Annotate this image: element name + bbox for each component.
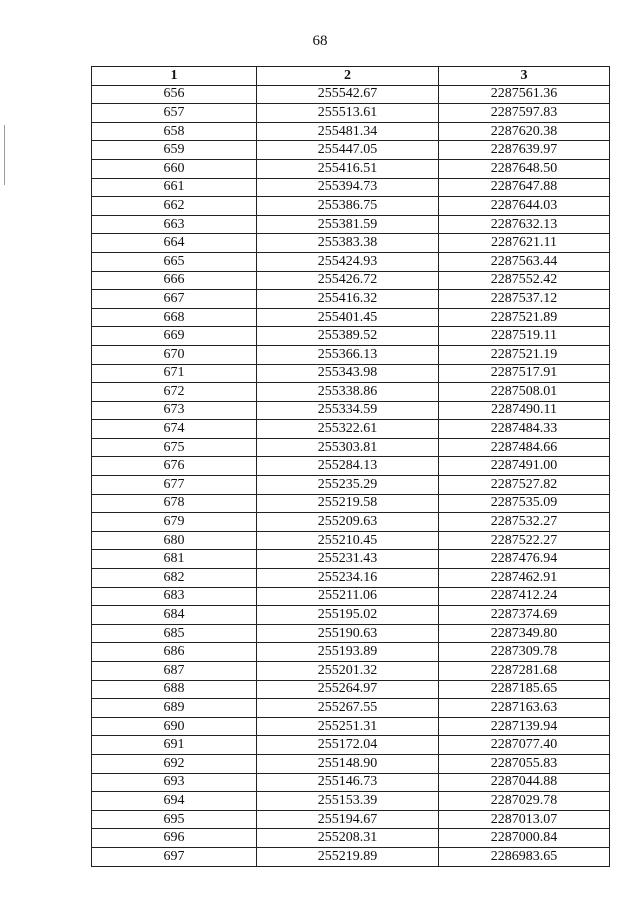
x-coordinate-cell: 255195.02 (257, 606, 439, 625)
table-header-row (92, 67, 610, 86)
column-header-1: 1 (92, 67, 257, 86)
x-coordinate-cell: 255201.32 (257, 662, 439, 681)
point-number-cell: 660 (92, 159, 257, 178)
x-coordinate-cell: 255267.55 (257, 699, 439, 718)
x-coordinate-cell: 255209.63 (257, 513, 439, 532)
table-row (92, 754, 610, 773)
page-number: 68 (312, 33, 328, 49)
point-number-cell: 664 (92, 234, 257, 253)
table-row (92, 290, 610, 309)
x-coordinate-cell: 255211.06 (257, 587, 439, 606)
x-coordinate-cell: 255235.29 (257, 476, 439, 495)
x-coordinate-cell: 255389.52 (257, 327, 439, 346)
table-row (92, 271, 610, 290)
y-coordinate-cell: 2287462.91 (439, 569, 610, 588)
coordinates-table (91, 66, 610, 867)
table-row (92, 717, 610, 736)
point-number-cell: 656 (92, 85, 257, 104)
y-coordinate-cell: 2287561.36 (439, 85, 610, 104)
point-number-cell: 662 (92, 197, 257, 216)
x-coordinate-cell: 255424.93 (257, 252, 439, 271)
x-coordinate-cell: 255234.16 (257, 569, 439, 588)
x-coordinate-cell: 255366.13 (257, 345, 439, 364)
table-row (92, 773, 610, 792)
table-row (92, 662, 610, 681)
point-number-cell: 693 (92, 773, 257, 792)
point-number-cell: 665 (92, 252, 257, 271)
y-coordinate-cell: 2287309.78 (439, 643, 610, 662)
x-coordinate-cell: 255394.73 (257, 178, 439, 197)
y-coordinate-cell: 2287639.97 (439, 141, 610, 160)
x-coordinate-cell: 255386.75 (257, 197, 439, 216)
point-number-cell: 674 (92, 420, 257, 439)
table-row (92, 624, 610, 643)
point-number-cell: 682 (92, 569, 257, 588)
point-number-cell: 657 (92, 104, 257, 123)
table-body (92, 85, 610, 866)
x-coordinate-cell: 255322.61 (257, 420, 439, 439)
table-row (92, 364, 610, 383)
point-number-cell: 690 (92, 717, 257, 736)
x-coordinate-cell: 255219.58 (257, 494, 439, 513)
table-row (92, 159, 610, 178)
point-number-cell: 663 (92, 215, 257, 234)
y-coordinate-cell: 2287055.83 (439, 754, 610, 773)
table-row (92, 494, 610, 513)
point-number-cell: 688 (92, 680, 257, 699)
table-row (92, 736, 610, 755)
y-coordinate-cell: 2287632.13 (439, 215, 610, 234)
table-row (92, 215, 610, 234)
table-row (92, 234, 610, 253)
x-coordinate-cell: 255303.81 (257, 438, 439, 457)
x-coordinate-cell: 255381.59 (257, 215, 439, 234)
table-row (92, 122, 610, 141)
y-coordinate-cell: 2287621.11 (439, 234, 610, 253)
table-row (92, 810, 610, 829)
y-coordinate-cell: 2287374.69 (439, 606, 610, 625)
table-row (92, 550, 610, 569)
table-row (92, 308, 610, 327)
y-coordinate-cell: 2287647.88 (439, 178, 610, 197)
y-coordinate-cell: 2287029.78 (439, 792, 610, 811)
point-number-cell: 685 (92, 624, 257, 643)
x-coordinate-cell: 255148.90 (257, 754, 439, 773)
y-coordinate-cell: 2287163.63 (439, 699, 610, 718)
table-row (92, 587, 610, 606)
table-row (92, 476, 610, 495)
y-coordinate-cell: 2287484.66 (439, 438, 610, 457)
x-coordinate-cell: 255284.13 (257, 457, 439, 476)
y-coordinate-cell: 2287349.80 (439, 624, 610, 643)
point-number-cell: 670 (92, 345, 257, 364)
y-coordinate-cell: 2287000.84 (439, 829, 610, 848)
x-coordinate-cell: 255264.97 (257, 680, 439, 699)
point-number-cell: 683 (92, 587, 257, 606)
y-coordinate-cell: 2287532.27 (439, 513, 610, 532)
point-number-cell: 686 (92, 643, 257, 662)
x-coordinate-cell: 255343.98 (257, 364, 439, 383)
y-coordinate-cell: 2287527.82 (439, 476, 610, 495)
x-coordinate-cell: 255383.38 (257, 234, 439, 253)
y-coordinate-cell: 2287139.94 (439, 717, 610, 736)
x-coordinate-cell: 255401.45 (257, 308, 439, 327)
table-row (92, 438, 610, 457)
point-number-cell: 666 (92, 271, 257, 290)
point-number-cell: 676 (92, 457, 257, 476)
x-coordinate-cell: 255513.61 (257, 104, 439, 123)
y-coordinate-cell: 2287644.03 (439, 197, 610, 216)
y-coordinate-cell: 2287077.40 (439, 736, 610, 755)
table-row (92, 85, 610, 104)
y-coordinate-cell: 2287648.50 (439, 159, 610, 178)
point-number-cell: 677 (92, 476, 257, 495)
point-number-cell: 659 (92, 141, 257, 160)
point-number-cell: 678 (92, 494, 257, 513)
table-row (92, 401, 610, 420)
point-number-cell: 669 (92, 327, 257, 346)
table-row (92, 531, 610, 550)
y-coordinate-cell: 2287517.91 (439, 364, 610, 383)
y-coordinate-cell: 2287563.44 (439, 252, 610, 271)
point-number-cell: 658 (92, 122, 257, 141)
point-number-cell: 696 (92, 829, 257, 848)
x-coordinate-cell: 255416.32 (257, 290, 439, 309)
x-coordinate-cell: 255172.04 (257, 736, 439, 755)
point-number-cell: 692 (92, 754, 257, 773)
y-coordinate-cell: 2287522.27 (439, 531, 610, 550)
x-coordinate-cell: 255208.31 (257, 829, 439, 848)
y-coordinate-cell: 2287521.19 (439, 345, 610, 364)
table-row (92, 847, 610, 866)
table-row (92, 252, 610, 271)
y-coordinate-cell: 2287185.65 (439, 680, 610, 699)
table-row (92, 680, 610, 699)
x-coordinate-cell: 255210.45 (257, 531, 439, 550)
y-coordinate-cell: 2287552.42 (439, 271, 610, 290)
x-coordinate-cell: 255219.89 (257, 847, 439, 866)
column-header-3: 3 (439, 67, 610, 86)
table-row (92, 457, 610, 476)
scan-edge-mark (4, 125, 5, 185)
y-coordinate-cell: 2287535.09 (439, 494, 610, 513)
point-number-cell: 687 (92, 662, 257, 681)
x-coordinate-cell: 255334.59 (257, 401, 439, 420)
x-coordinate-cell: 255481.34 (257, 122, 439, 141)
y-coordinate-cell: 2287521.89 (439, 308, 610, 327)
x-coordinate-cell: 255416.51 (257, 159, 439, 178)
y-coordinate-cell: 2287490.11 (439, 401, 610, 420)
point-number-cell: 680 (92, 531, 257, 550)
table-row (92, 569, 610, 588)
x-coordinate-cell: 255338.86 (257, 383, 439, 402)
point-number-cell: 697 (92, 847, 257, 866)
y-coordinate-cell: 2287281.68 (439, 662, 610, 681)
table-row (92, 141, 610, 160)
table-row (92, 792, 610, 811)
point-number-cell: 684 (92, 606, 257, 625)
x-coordinate-cell: 255231.43 (257, 550, 439, 569)
point-number-cell: 673 (92, 401, 257, 420)
y-coordinate-cell: 2287537.12 (439, 290, 610, 309)
table-row (92, 104, 610, 123)
x-coordinate-cell: 255542.67 (257, 85, 439, 104)
table-row (92, 178, 610, 197)
y-coordinate-cell: 2287476.94 (439, 550, 610, 569)
y-coordinate-cell: 2287597.83 (439, 104, 610, 123)
x-coordinate-cell: 255194.67 (257, 810, 439, 829)
table-row (92, 327, 610, 346)
table-row (92, 513, 610, 532)
column-header-2: 2 (257, 67, 439, 86)
point-number-cell: 672 (92, 383, 257, 402)
x-coordinate-cell: 255190.63 (257, 624, 439, 643)
table-row (92, 699, 610, 718)
table-row (92, 606, 610, 625)
y-coordinate-cell: 2287508.01 (439, 383, 610, 402)
y-coordinate-cell: 2287412.24 (439, 587, 610, 606)
table-row (92, 345, 610, 364)
point-number-cell: 695 (92, 810, 257, 829)
point-number-cell: 681 (92, 550, 257, 569)
point-number-cell: 675 (92, 438, 257, 457)
x-coordinate-cell: 255153.39 (257, 792, 439, 811)
x-coordinate-cell: 255447.05 (257, 141, 439, 160)
point-number-cell: 671 (92, 364, 257, 383)
point-number-cell: 694 (92, 792, 257, 811)
point-number-cell: 691 (92, 736, 257, 755)
table-row (92, 383, 610, 402)
point-number-cell: 679 (92, 513, 257, 532)
y-coordinate-cell: 2286983.65 (439, 847, 610, 866)
point-number-cell: 668 (92, 308, 257, 327)
table-row (92, 420, 610, 439)
y-coordinate-cell: 2287484.33 (439, 420, 610, 439)
x-coordinate-cell: 255251.31 (257, 717, 439, 736)
x-coordinate-cell: 255146.73 (257, 773, 439, 792)
point-number-cell: 661 (92, 178, 257, 197)
x-coordinate-cell: 255426.72 (257, 271, 439, 290)
y-coordinate-cell: 2287620.38 (439, 122, 610, 141)
y-coordinate-cell: 2287519.11 (439, 327, 610, 346)
y-coordinate-cell: 2287013.07 (439, 810, 610, 829)
y-coordinate-cell: 2287044.88 (439, 773, 610, 792)
table-row (92, 829, 610, 848)
x-coordinate-cell: 255193.89 (257, 643, 439, 662)
y-coordinate-cell: 2287491.00 (439, 457, 610, 476)
table-row (92, 197, 610, 216)
table-row (92, 643, 610, 662)
point-number-cell: 689 (92, 699, 257, 718)
point-number-cell: 667 (92, 290, 257, 309)
